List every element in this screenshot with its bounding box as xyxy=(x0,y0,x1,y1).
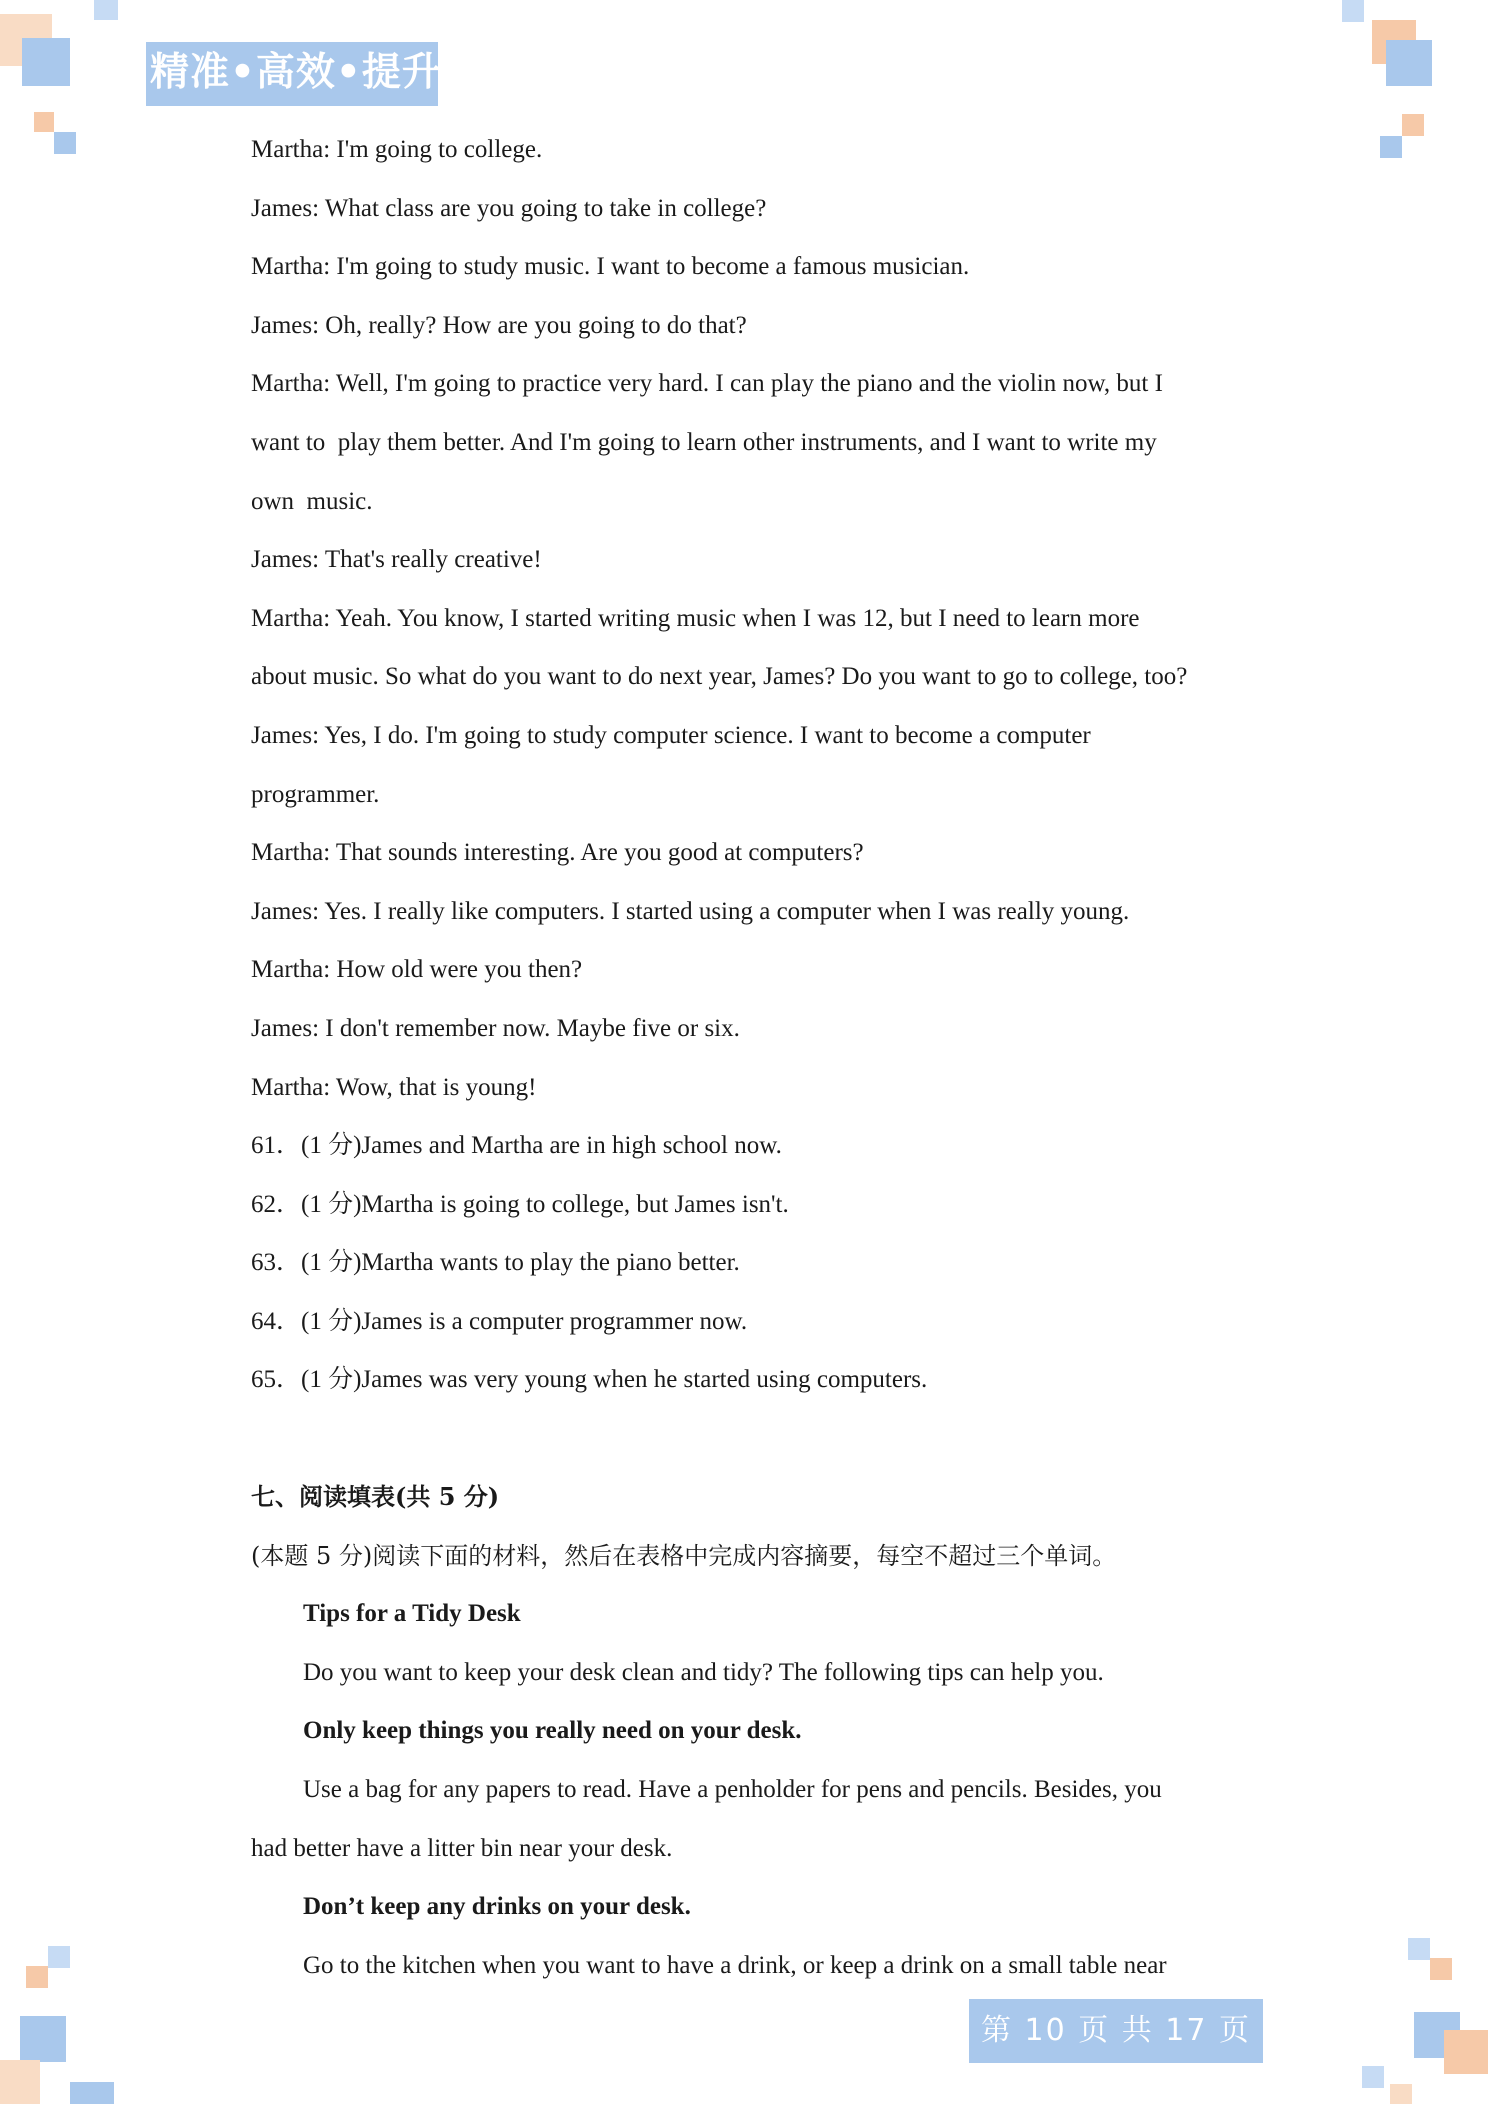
dialogue-line: Martha: How old were you then? xyxy=(251,956,583,984)
decor-square xyxy=(1402,114,1424,136)
section-seven xyxy=(251,1468,1251,1995)
decor-square xyxy=(54,132,76,154)
decor-square xyxy=(26,1966,48,1988)
page-content xyxy=(251,121,1251,1995)
decor-square xyxy=(1380,136,1402,158)
header-title: 精准•高效•提升 xyxy=(150,50,442,95)
dialogue-line: Martha: I'm going to study music. I want to become a famous musician. xyxy=(251,253,970,281)
decor-square xyxy=(1444,2030,1488,2074)
dialogue-line: Martha: That sounds interesting. Are you good at computers? xyxy=(251,839,864,867)
tip-text: had better have a litter bin near your desk. xyxy=(251,1834,673,1862)
decor-square xyxy=(22,38,70,86)
dialogue-line: James: What class are you going to take in college? xyxy=(251,194,767,222)
section-instruction: (本题 5 分)阅读下面的材料，然后在表格中完成内容摘要，每空不超过三个单词。 xyxy=(251,1541,1117,1570)
question-item: 61．(1 分)James and Martha are in high school now. xyxy=(251,1132,782,1160)
dialogue-line: James: Yes, I do. I'm going to study computer science. I want to become a computer xyxy=(251,721,1091,749)
dialogue-line: Martha: Well, I'm going to practice very hard. I can play the piano and the violin now, but I xyxy=(251,370,1163,398)
dialogue-line: James: That's really creative! xyxy=(251,546,542,574)
decor-square xyxy=(1390,2084,1412,2104)
spacer xyxy=(251,1410,1251,1468)
section-title: 七、阅读填表(共 5 分) xyxy=(251,1482,500,1512)
tip-heading: Only keep things you really need on your desk. xyxy=(303,1717,802,1745)
dialogue-line: Martha: I'm going to college. xyxy=(251,136,543,163)
dialogue-line: James: Yes. I really like computers. I started using a computer when I was really young. xyxy=(251,897,1130,925)
decor-square xyxy=(1362,2066,1384,2088)
decor-square xyxy=(1430,1958,1452,1980)
dialogue-line: programmer. xyxy=(251,780,380,808)
question-item: 65．(1 分)James was very young when he started using computers. xyxy=(251,1366,928,1394)
dialogue-line: Martha: Yeah. You know, I started writing music when I was 12, but I need to learn more xyxy=(251,604,1140,632)
decor-square xyxy=(1386,40,1432,86)
decor-square xyxy=(1342,0,1364,22)
dialogue-line: Martha: Wow, that is young! xyxy=(251,1073,537,1101)
decor-square xyxy=(0,2060,40,2104)
decor-square xyxy=(1408,1938,1430,1960)
dialogue-line: about music. So what do you want to do next year, James? Do you want to go to college, too? xyxy=(251,663,1188,691)
decor-square xyxy=(20,2016,66,2062)
question-item: 62．(1 分)Martha is going to college, but James isn't. xyxy=(251,1190,789,1218)
dialogue-line: James: I don't remember now. Maybe five or six. xyxy=(251,1014,740,1042)
dialogue-line: James: Oh, really? How are you going to do that? xyxy=(251,311,747,339)
question-item: 63．(1 分)Martha wants to play the piano better. xyxy=(251,1249,740,1277)
decor-square xyxy=(48,1946,70,1968)
passage-intro: Do you want to keep your desk clean and tidy? The following tips can help you. xyxy=(303,1658,1104,1686)
passage-title: Tips for a Tidy Desk xyxy=(303,1600,521,1628)
decor-square xyxy=(94,0,118,20)
dialogue-line: want to play them better. And I'm going to learn other instruments, and I want to write my xyxy=(251,428,1157,456)
decor-square xyxy=(70,2082,114,2104)
tip-text: Use a bag for any papers to read. Have a penholder for pens and pencils. Besides, you xyxy=(303,1776,1162,1804)
dialogue xyxy=(251,121,1251,1117)
question-list xyxy=(251,1117,1251,1410)
tip-heading: Don’t keep any drinks on your desk. xyxy=(303,1893,691,1921)
dialogue-line: own music. xyxy=(251,487,373,515)
tip-text: Go to the kitchen when you want to have a drink, or keep a drink on a small table near xyxy=(303,1951,1167,1979)
page-number-badge: 第 10 页 共 17 页 xyxy=(969,1999,1263,2063)
decor-square xyxy=(34,112,54,132)
question-item: 64．(1 分)James is a computer programmer now. xyxy=(251,1307,748,1335)
